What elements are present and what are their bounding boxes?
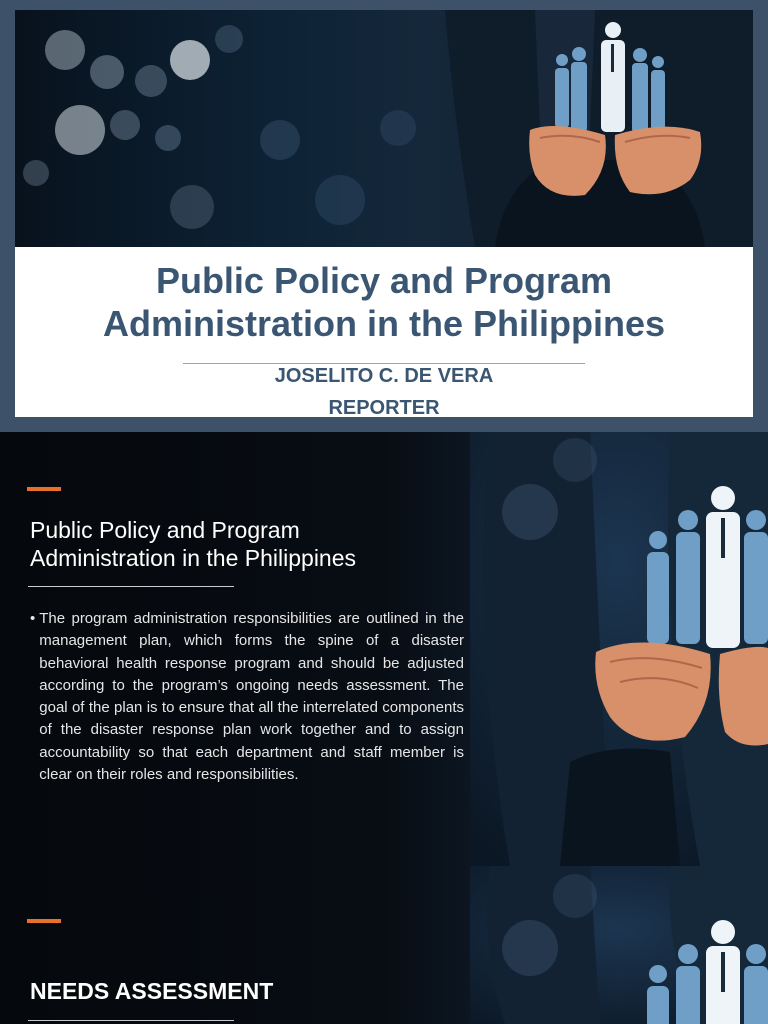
title-line-1: Public Policy and Program — [155, 260, 613, 301]
title-slide — [0, 0, 768, 432]
author-role: REPORTER — [328, 397, 440, 417]
section-slide — [0, 866, 768, 1024]
bullet-icon: • — [30, 610, 36, 627]
businessman-photo — [470, 866, 768, 1024]
accent-bar — [27, 487, 61, 491]
author-name: JOSELITO C. DE VERA — [274, 365, 494, 387]
content-slide — [0, 432, 768, 866]
title-line-2: Administration in the Philippines — [30, 545, 357, 571]
title-line-1: Public Policy and Program — [30, 517, 300, 543]
bullet-text: The program administration responsibilities are outlined in the management plan, which forms the spine of a disaster behavioral health response program and should be adjusted according to the program’s ongoing needs assessment. The goal of the plan is to ensure that all the interrelated components of the disaster response plan work together and to assign accountability so that each department and staff member is clear on their roles and responsibilities. — [39, 610, 464, 784]
divider — [183, 363, 585, 364]
section-title: NEEDS ASSESSMENT — [30, 978, 274, 1004]
slide-title — [15, 259, 753, 345]
accent-bar — [27, 919, 61, 923]
hands-holding-people-icon — [435, 10, 753, 247]
slide-title — [30, 516, 460, 572]
bullet-item — [30, 608, 464, 786]
header-photo — [15, 10, 753, 247]
title-underline — [28, 1020, 234, 1021]
title-line-2: Administration in the Philippines — [102, 303, 666, 344]
businessman-photo — [470, 432, 768, 866]
title-underline — [28, 586, 234, 587]
title-card — [15, 247, 753, 417]
